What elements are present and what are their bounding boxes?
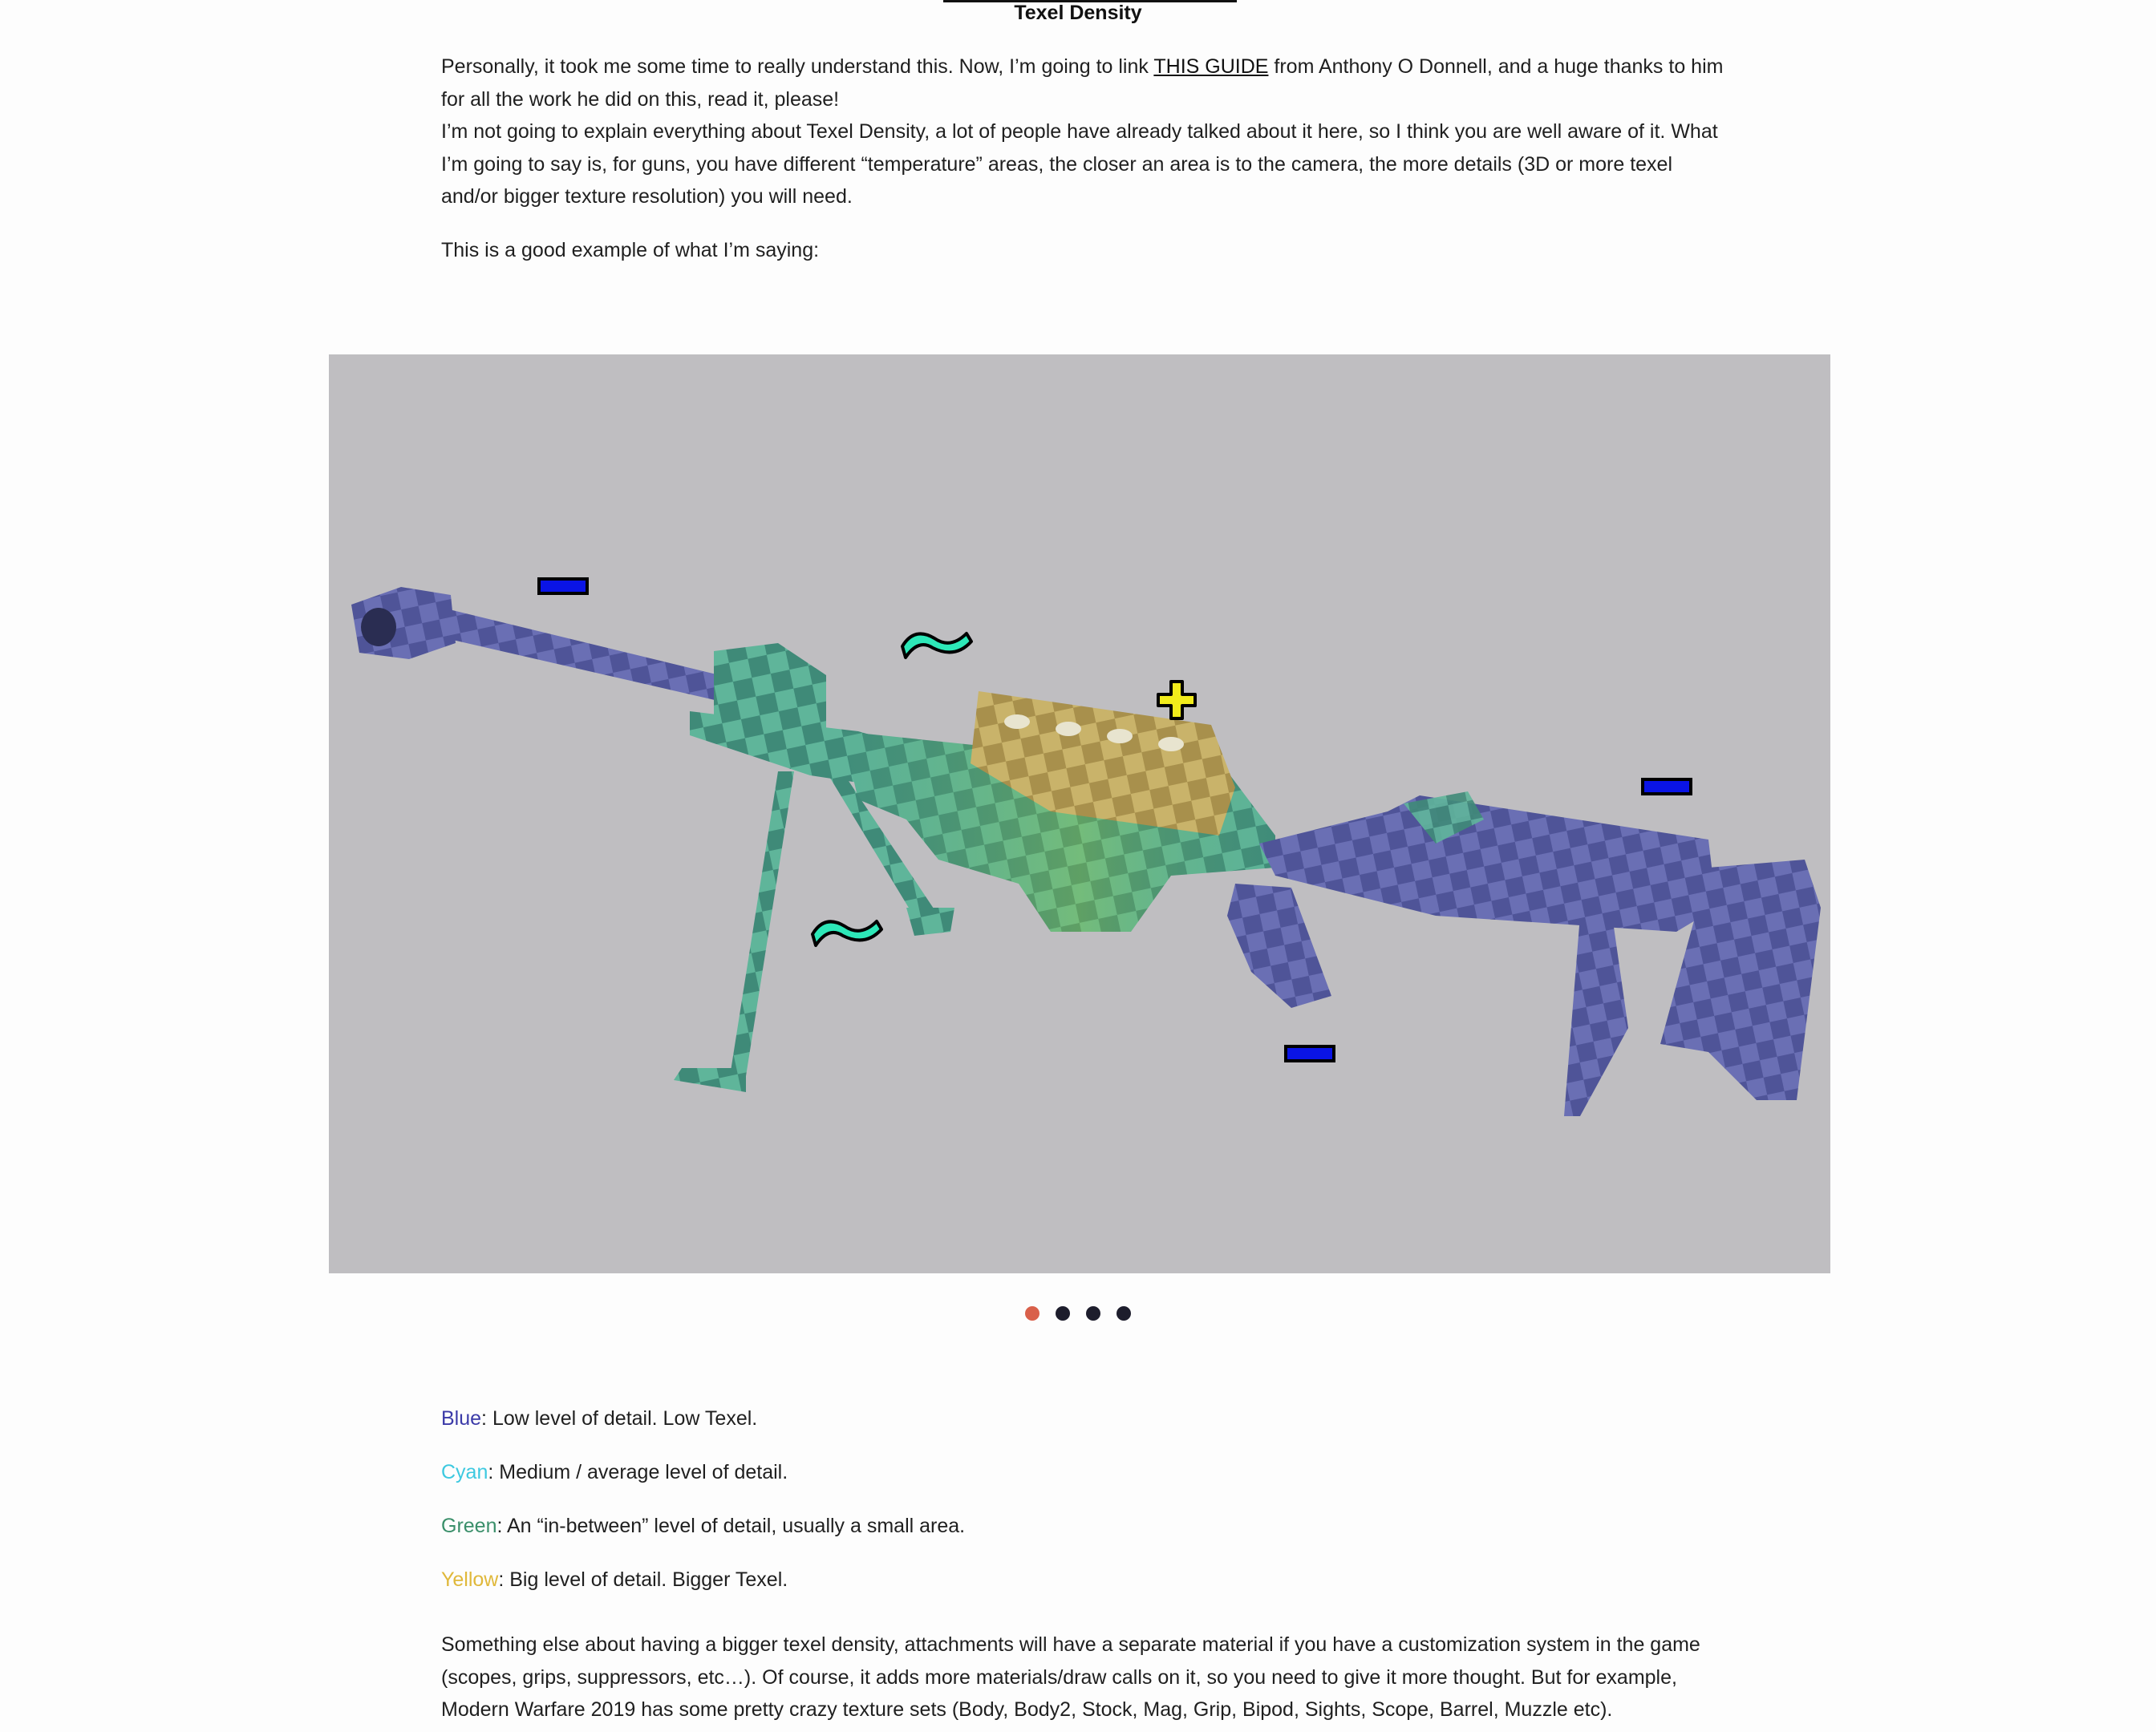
example-paragraph: This is a good example of what I’m saying: [441,239,820,261]
legend-term: Cyan [441,1461,488,1483]
legend-description: : Big level of detail. Bigger Texel. [498,1568,788,1591]
muzzle [351,587,456,659]
carousel-dot-4[interactable] [1116,1306,1131,1321]
stock [1259,791,1821,1116]
carousel-dot-3[interactable] [1086,1306,1100,1321]
intro-text [441,51,1724,115]
figure-caption: Texel Density [1014,2,1142,24]
marker-minus-3 [1286,1046,1334,1061]
marker-minus-2 [1643,779,1691,794]
rifle-illustration [329,354,1830,1273]
texel-density-figure [329,354,1830,1273]
legend-description: : Medium / average level of detail. [488,1461,788,1483]
carousel-dot-2[interactable] [1056,1306,1070,1321]
guide-link[interactable]: THIS GUIDE [1153,55,1269,78]
legend-description: : An “in-between” level of detail, usually a small area. [496,1515,966,1537]
barrel [449,609,746,707]
legend-item [441,1402,757,1435]
intro-line-2: I’m not going to explain everything about Texel Density, a lot of people have already talked about it here, so I think you are well aware of it. What I’m going to say is, for guns, you have different “temperature” areas, the closer an area is to the camera, the more details (3D or more texel and/or bigger texture resolution) you will need. [441,120,1718,208]
intro-before-link: Personally, it took me some time to really understand this. Now, I’m going to link [441,55,1154,78]
marker-tilde-2 [813,921,881,945]
pistol-grip [1227,884,1331,1008]
legend-term: Yellow [441,1568,499,1591]
carousel-dots [0,1306,2156,1324]
marker-tilde-1 [902,633,971,658]
closing-paragraph: Something else about having a bigger texel density, attachments will have a separate material if you have a customization system in the game (scopes, grips, suppressors, etc…). Of course, it adds more materials/draw calls on it, so you need to give it more thought. But for example, Modern Warfare 2019 has some pretty crazy texture sets (Body, Body2, Stock, Mag, Grip, Bipod, Sights, Scope, Barrel, Muzzle etc). [441,1633,1700,1721]
marker-minus-1 [539,579,587,593]
carousel-dot-1[interactable] [1025,1306,1040,1321]
intro-after-link: from Anthony O Donnell, and a huge thanks to him for all the work he did on this, read it, please! [441,55,1724,111]
legend-term: Green [441,1515,497,1537]
legend-item [441,1564,788,1596]
intro-paragraph [441,51,1724,213]
legend-item [441,1456,788,1488]
legend-term: Blue [441,1407,482,1430]
legend-description: : Low level of detail. Low Texel. [481,1407,758,1430]
legend-item [441,1510,965,1542]
marker-plus [1158,682,1195,718]
